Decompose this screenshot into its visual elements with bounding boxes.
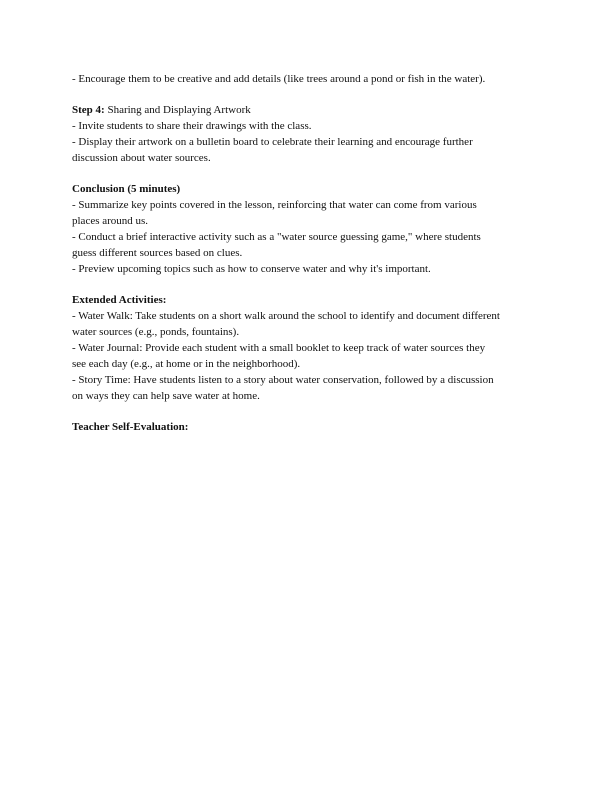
step4-section <box>72 102 547 166</box>
step4-line: - Invite students to share their drawings with the class. <box>72 120 312 132</box>
document-page <box>72 71 547 435</box>
conclusion-line: guess different sources based on clues. <box>72 247 243 259</box>
extended-line: water sources (e.g., ponds, fountains). <box>72 326 240 338</box>
step4-title: Sharing and Displaying Artwork <box>104 104 251 116</box>
conclusion-line: - Preview upcoming topics such as how to conserve water and why it's important. <box>72 263 431 275</box>
step4-heading <box>72 102 547 118</box>
step4-line: discussion about water sources. <box>72 152 211 164</box>
conclusion-section <box>72 181 547 277</box>
extended-line: on ways they can help save water at home. <box>72 390 260 402</box>
extended-activities-section <box>72 292 547 404</box>
extended-line: - Water Walk: Take students on a short walk around the school to identify and document different <box>72 310 500 322</box>
conclusion-line: - Conduct a brief interactive activity such as a "water source guessing game," where students <box>72 231 481 243</box>
extended-heading: Extended Activities: <box>72 294 167 306</box>
step4-line: - Display their artwork on a bulletin board to celebrate their learning and encourage further <box>72 136 473 148</box>
extended-line: - Story Time: Have students listen to a story about water conservation, followed by a discussion <box>72 374 494 386</box>
step4-label: Step 4: <box>72 104 105 116</box>
conclusion-line: places around us. <box>72 215 149 227</box>
extended-line: see each day (e.g., at home or in the neighborhood). <box>72 358 301 370</box>
extended-line: - Water Journal: Provide each student with a small booklet to keep track of water sources they <box>72 342 486 354</box>
conclusion-heading: Conclusion (5 minutes) <box>72 183 181 195</box>
self-evaluation-heading: Teacher Self-Evaluation: <box>72 421 189 433</box>
intro-bullet: - Encourage them to be creative and add details (like trees around a pond or fish in the water). <box>72 73 486 85</box>
conclusion-line: - Summarize key points covered in the lesson, reinforcing that water can come from various <box>72 199 477 211</box>
